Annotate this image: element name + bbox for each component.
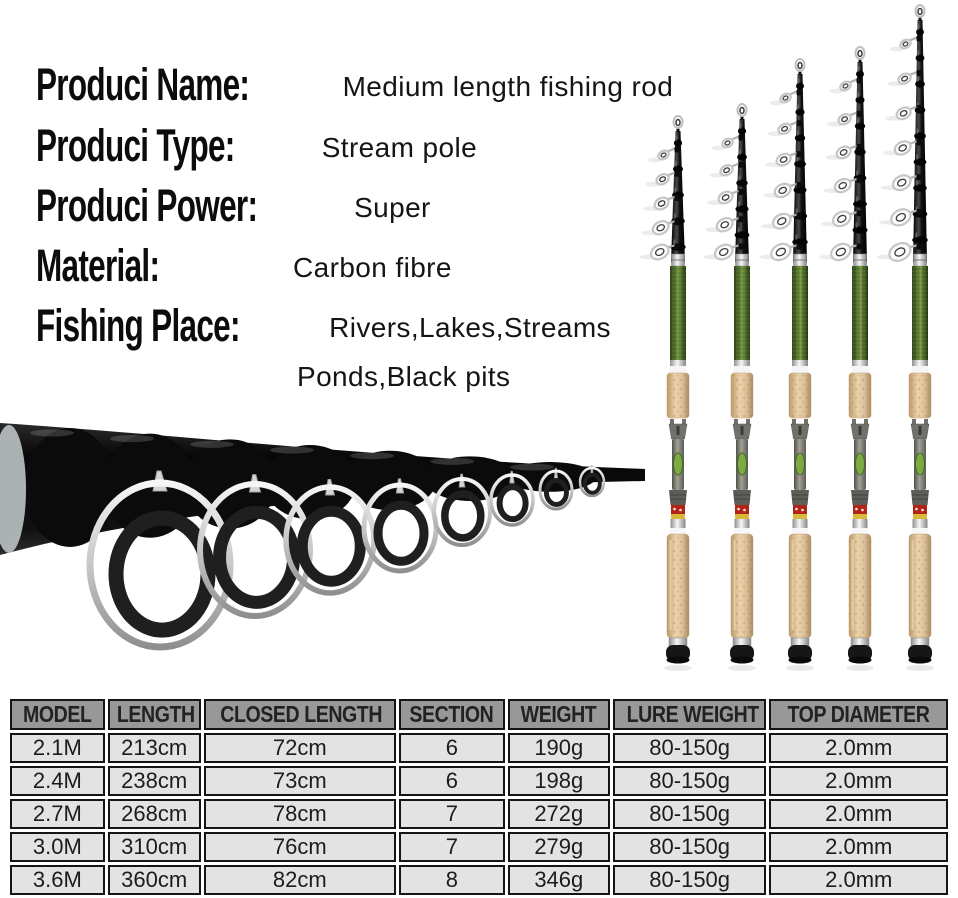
table-row [10, 865, 948, 895]
col-header-closed-length: CLOSED LENGTH [204, 699, 396, 730]
spec-row-power [36, 179, 431, 231]
table-cell: 80-150g [613, 766, 767, 796]
spec-row-material [36, 239, 452, 291]
col-header-lure-weight: LURE WEIGHT [613, 699, 767, 730]
table-cell: 6 [399, 766, 505, 796]
table-cell: 2.0mm [769, 832, 948, 862]
table-cell: 2.7M [10, 799, 105, 829]
table-cell: 80-150g [613, 733, 767, 763]
telescopic-rods-photo [630, 0, 958, 678]
rod-guides-closeup-photo [0, 415, 665, 700]
spec-row-fishing-place [36, 299, 611, 351]
col-header-weight: WEIGHT [508, 699, 610, 730]
table-cell: 360cm [108, 865, 201, 895]
table-cell: 2.1M [10, 733, 105, 763]
spec-value-line2: Ponds,Black pits [297, 361, 511, 392]
table-cell: 80-150g [613, 832, 767, 862]
spec-value: Super [354, 192, 431, 223]
table-cell: 198g [508, 766, 610, 796]
rod [703, 104, 756, 671]
spec-table [7, 696, 951, 898]
table-cell: 346g [508, 865, 610, 895]
spec-row-name [36, 58, 674, 110]
spec-value: Carbon fibre [293, 252, 452, 283]
table-cell: 279g [508, 832, 610, 862]
table-cell: 3.6M [10, 865, 105, 895]
table-cell: 2.0mm [769, 865, 948, 895]
spec-label: Produci Power: [36, 179, 258, 231]
col-header-top-diameter: TOP DIAMETER [769, 699, 948, 730]
table-cell: 80-150g [613, 799, 767, 829]
table-cell: 8 [399, 865, 505, 895]
spec-value: Medium length fishing rod [342, 71, 674, 102]
table-row [10, 733, 948, 763]
table-cell: 3.0M [10, 832, 105, 862]
col-header-section: SECTION [399, 699, 505, 730]
spec-label: Produci Type: [36, 119, 235, 171]
spec-label: Fishing Place: [36, 299, 240, 351]
col-header-model: MODEL [10, 699, 105, 730]
table-cell: 2.0mm [769, 799, 948, 829]
spec-label: Produci Name: [36, 58, 250, 110]
table-row [10, 799, 948, 829]
table-cell: 2.0mm [769, 733, 948, 763]
table-cell: 6 [399, 733, 505, 763]
table-cell: 238cm [108, 766, 201, 796]
table-cell: 310cm [108, 832, 201, 862]
table-cell: 73cm [204, 766, 396, 796]
rod [639, 116, 692, 671]
rod [759, 59, 814, 671]
table-cell: 7 [399, 799, 505, 829]
rod [819, 47, 874, 671]
table-cell: 190g [508, 733, 610, 763]
table-row [10, 832, 948, 862]
table-cell: 78cm [204, 799, 396, 829]
table-cell: 213cm [108, 733, 201, 763]
spec-value: Rivers,Lakes,Streams [329, 312, 611, 343]
table-cell: 2.0mm [769, 766, 948, 796]
table-cell: 82cm [204, 865, 396, 895]
col-header-length: LENGTH [108, 699, 201, 730]
table-cell: 80-150g [613, 865, 767, 895]
spec-value: Stream pole [321, 132, 478, 163]
table-cell: 76cm [204, 832, 396, 862]
rod [877, 5, 934, 671]
spec-row-type [36, 119, 478, 171]
table-cell: 2.4M [10, 766, 105, 796]
spec-table-body [10, 733, 948, 895]
table-cell: 7 [399, 832, 505, 862]
table-cell: 268cm [108, 799, 201, 829]
spec-label: Material: [36, 239, 160, 291]
table-cell: 272g [508, 799, 610, 829]
table-header-row [10, 699, 948, 730]
table-cell: 72cm [204, 733, 396, 763]
table-row [10, 766, 948, 796]
